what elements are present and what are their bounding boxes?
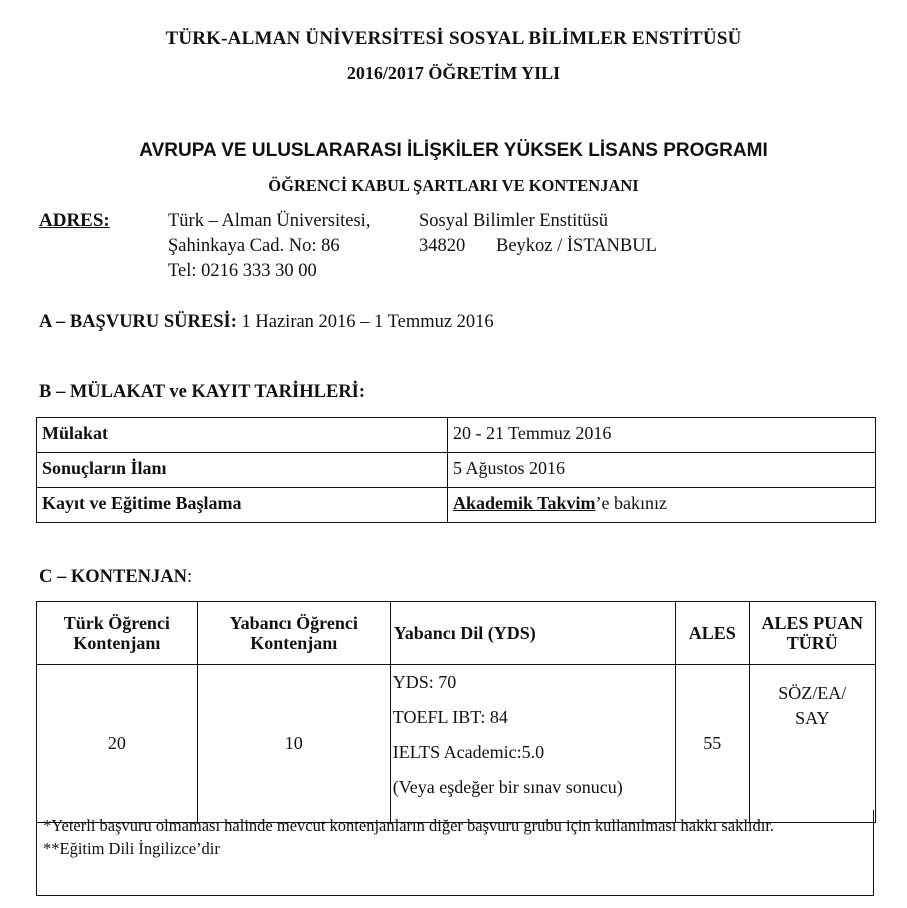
ales-header: ALES — [675, 602, 749, 665]
academic-calendar-link[interactable]: Akademik Takvim — [453, 493, 596, 513]
table-row — [37, 453, 876, 488]
address-label: ADRES: — [39, 210, 110, 231]
section-a — [39, 312, 494, 333]
table-row — [37, 665, 876, 823]
interview-date: 20 - 21 Temmuz 2016 — [448, 418, 876, 453]
language-requirements — [390, 665, 675, 823]
ales-type-line1: SÖZ/EA/ — [778, 683, 847, 703]
section-b-label: B – MÜLAKAT ve KAYIT TARİHLERİ: — [39, 382, 366, 402]
table-header-row — [37, 602, 876, 665]
ielts-score: IELTS Academic:5.0 — [392, 742, 545, 762]
turkish-quota-value: 20 — [37, 665, 198, 823]
ales-type-value — [749, 665, 875, 823]
registration-suffix: ’e bakınız — [595, 493, 668, 513]
academic-year: 2016/2017 ÖĞRETİM YILI — [346, 63, 561, 83]
table-row — [37, 418, 876, 453]
equivalent-note: (Veya eşdeğer bir sınav sonucu) — [392, 777, 623, 797]
ales-type-header: ALES PUAN TÜRÜ — [749, 602, 875, 665]
address-phone: Tel: 0216 333 30 00 — [168, 261, 317, 281]
document-subtitle: ÖĞRENCİ KABUL ŞARTLARI VE KONTENJANI — [268, 176, 639, 195]
address-street: Şahinkaya Cad. No: 86 — [168, 236, 340, 256]
address-university: Türk – Alman Üniversitesi, — [168, 211, 371, 231]
section-c-label: C – KONTENJAN — [39, 567, 188, 587]
section-a-label: A – BAŞVURU SÜRESİ: — [39, 312, 237, 332]
address-postcode: 34820 — [419, 236, 466, 256]
toefl-score: TOEFL IBT: 84 — [392, 707, 508, 727]
institute-title: TÜRK-ALMAN ÜNİVERSİTESİ SOSYAL BİLİMLER ENSTİTÜSÜ — [165, 28, 742, 49]
yds-score: YDS: 70 — [392, 672, 457, 692]
section-c-colon: : — [187, 567, 193, 587]
results-date: 5 Ağustos 2016 — [448, 453, 876, 488]
notes-box — [36, 810, 874, 896]
application-period: 1 Haziran 2016 – 1 Temmuz 2016 — [241, 312, 494, 332]
language-note: **Eğitim Dili İngilizce’dir — [43, 839, 220, 858]
table-row — [37, 488, 876, 523]
interview-label: Mülakat — [37, 418, 448, 453]
turkish-quota-header: Türk Öğrenci Kontenjanı — [37, 602, 198, 665]
section-c — [39, 567, 192, 588]
registration-label: Kayıt ve Eğitime Başlama — [37, 488, 448, 523]
ales-value: 55 — [675, 665, 749, 823]
program-title: AVRUPA VE ULUSLARARASI İLİŞKİLER YÜKSEK LİSANS PROGRAMI — [139, 140, 768, 161]
ales-type-line2: SAY — [795, 708, 830, 728]
foreign-quota-header: Yabancı Öğrenci Kontenjanı — [197, 602, 390, 665]
quota-table — [36, 601, 876, 823]
results-label: Sonuçların İlanı — [37, 453, 448, 488]
language-header: Yabancı Dil (YDS) — [390, 602, 675, 665]
registration-value — [448, 488, 876, 523]
dates-table — [36, 417, 876, 523]
foreign-quota-value: 10 — [197, 665, 390, 823]
address-institute: Sosyal Bilimler Enstitüsü — [419, 211, 609, 231]
quota-note: *Yeterli başvuru olmaması halinde mevcut kontenjanların diğer başvuru grubu için kullanılması hakkı saklıdır. — [43, 816, 775, 835]
address-city: Beykoz / İSTANBUL — [496, 236, 657, 256]
